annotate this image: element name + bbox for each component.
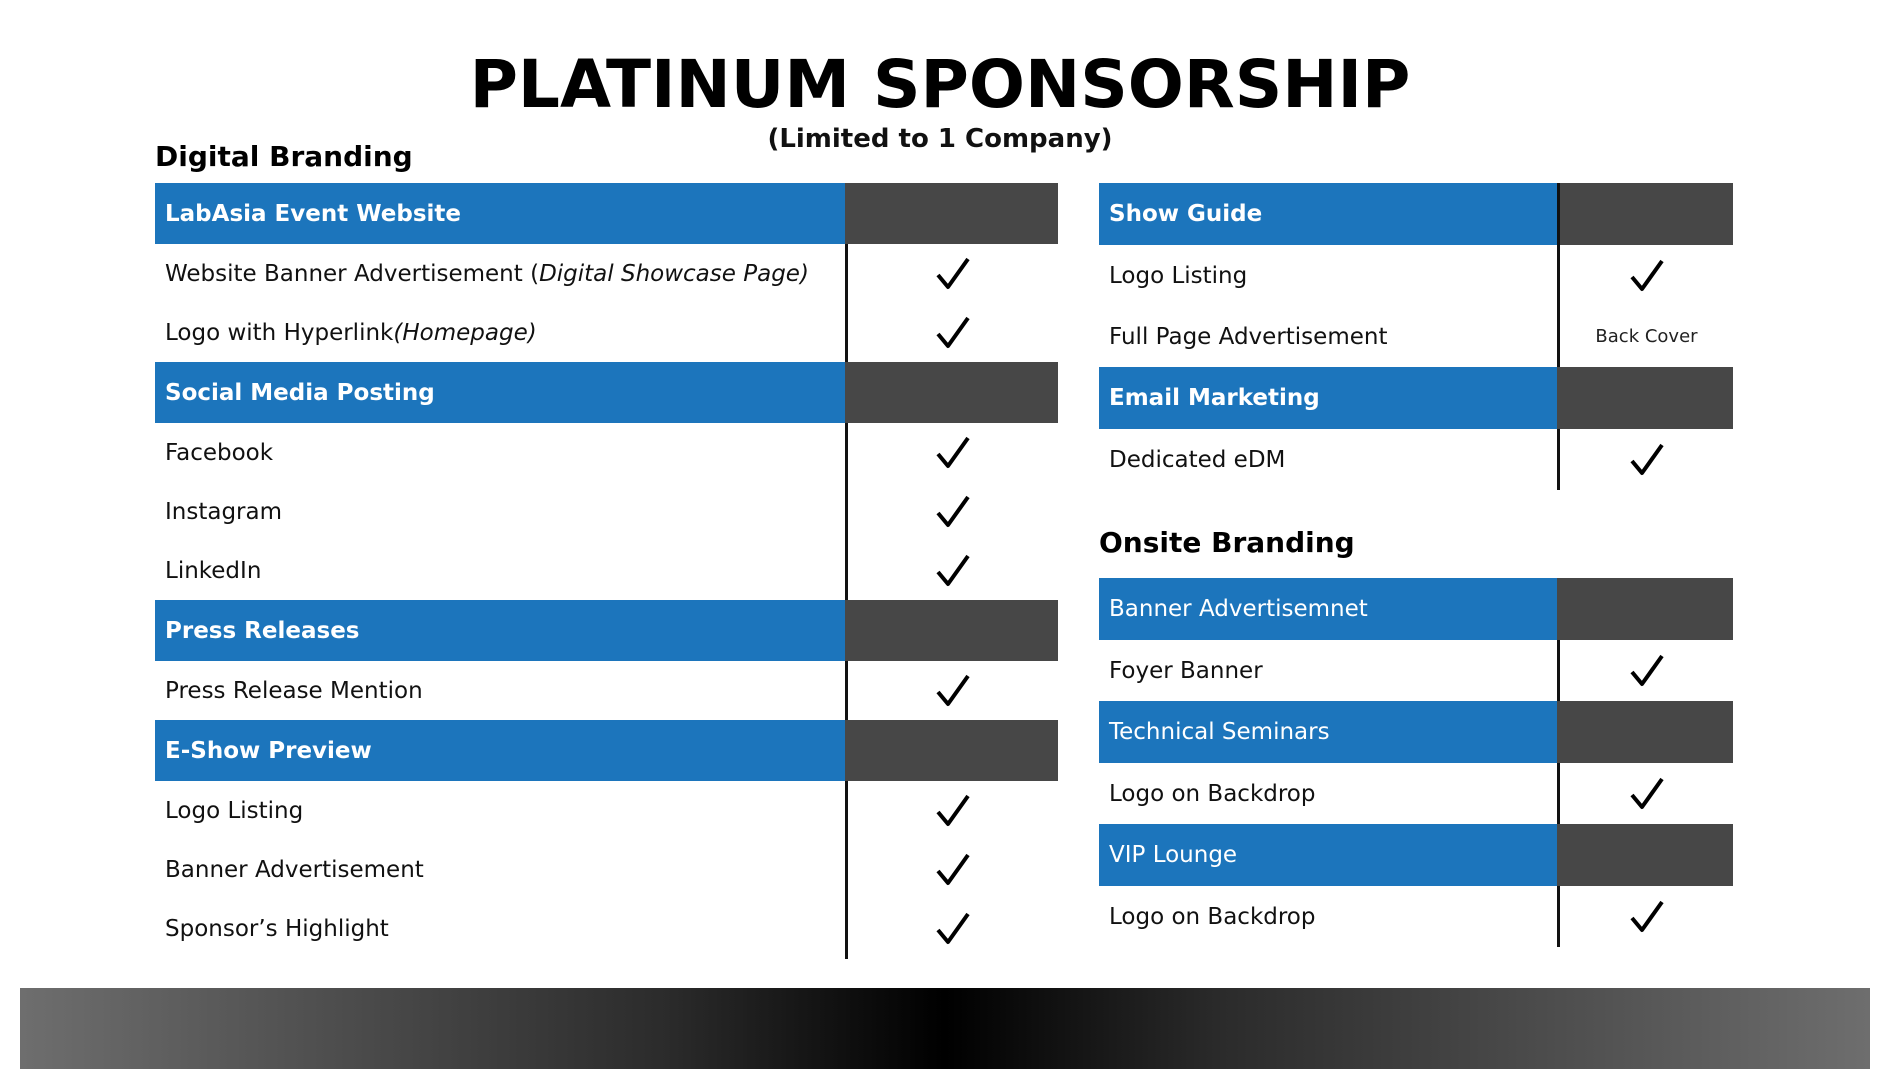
group-header-value-cell <box>1557 824 1733 886</box>
group-header-value-cell <box>845 600 1058 661</box>
table-row <box>155 482 1058 541</box>
row-value-cell <box>845 541 1058 600</box>
group-header-press-releases <box>155 600 1058 661</box>
table-row <box>155 840 1058 899</box>
group-header-social-media-posting <box>155 362 1058 423</box>
row-label: Logo on Backdrop <box>1109 903 1316 930</box>
table-row <box>155 899 1058 959</box>
row-value-cell <box>1557 886 1733 947</box>
row-label-text: Logo with Hyperlink <box>165 319 394 346</box>
group-header-value-cell <box>845 720 1058 781</box>
group-header-label: Technical Seminars <box>1099 701 1557 763</box>
group-header-label: Social Media Posting <box>155 362 845 423</box>
row-value-cell <box>1557 763 1733 824</box>
row-value-text: Back Cover <box>1595 326 1698 347</box>
digital-branding-heading: Digital Branding <box>155 140 413 173</box>
group-header-label: VIP Lounge <box>1099 824 1557 886</box>
table-row <box>155 661 1058 720</box>
check-icon <box>935 853 971 887</box>
row-value-cell <box>1557 640 1733 701</box>
row-value-cell <box>845 781 1058 840</box>
group-header-e-show-preview <box>155 720 1058 781</box>
group-header-label: Email Marketing <box>1099 367 1557 429</box>
row-value-cell <box>845 661 1058 720</box>
page-subtitle: (Limited to 1 Company) <box>767 124 1113 154</box>
check-icon <box>1629 443 1665 477</box>
digital-branding-table <box>155 183 1058 959</box>
row-label: Logo Listing <box>1109 262 1248 289</box>
row-label: Logo Listing <box>165 797 304 824</box>
group-header-banner-advertisement <box>1099 578 1733 640</box>
group-header-vip-lounge <box>1099 824 1733 886</box>
row-value-cell <box>845 423 1058 482</box>
row-label-text: Website Banner Advertisement ( <box>165 260 540 287</box>
group-header-label: Banner Advertisemnet <box>1099 578 1557 640</box>
group-header-value-cell <box>1557 367 1733 429</box>
row-value-cell <box>845 482 1058 541</box>
check-icon <box>935 436 971 470</box>
table-row <box>1099 640 1733 701</box>
row-label: Instagram <box>165 498 283 525</box>
row-value-cell <box>845 244 1058 303</box>
group-header-email-marketing <box>1099 367 1733 429</box>
group-header-label: LabAsia Event Website <box>155 183 845 244</box>
row-label: Logo on Backdrop <box>1109 780 1316 807</box>
check-icon <box>935 495 971 529</box>
row-value-cell <box>1557 245 1733 306</box>
group-header-labasia-event-website <box>155 183 1058 244</box>
table-row <box>155 244 1058 303</box>
table-row <box>1099 886 1733 947</box>
group-header-value-cell <box>1557 183 1733 245</box>
group-header-value-cell <box>845 362 1058 423</box>
show-guide-email-table <box>1099 183 1733 490</box>
row-label <box>155 303 845 362</box>
check-icon <box>935 554 971 588</box>
row-label: LinkedIn <box>165 557 262 584</box>
group-header-technical-seminars <box>1099 701 1733 763</box>
row-label: Facebook <box>165 439 274 466</box>
table-row <box>1099 763 1733 824</box>
group-header-value-cell <box>845 183 1058 244</box>
onsite-branding-table <box>1099 578 1733 947</box>
row-value-cell <box>1557 306 1733 367</box>
row-label: Foyer Banner <box>1109 657 1263 684</box>
footer-gradient-band <box>20 988 1870 1069</box>
row-value-cell <box>845 303 1058 362</box>
check-icon <box>1629 900 1665 934</box>
check-icon <box>935 316 971 350</box>
row-value-cell <box>1557 429 1733 490</box>
check-icon <box>1629 777 1665 811</box>
check-icon <box>935 794 971 828</box>
group-header-label: Show Guide <box>1099 183 1557 245</box>
table-row <box>1099 429 1733 490</box>
table-row <box>155 303 1058 362</box>
table-row <box>155 541 1058 600</box>
row-label: Banner Advertisement <box>165 856 424 883</box>
check-icon <box>935 674 971 708</box>
row-label: Sponsor’s Highlight <box>165 916 389 942</box>
row-label: Dedicated eDM <box>1109 446 1286 473</box>
row-label-italic: Digital Showcase Page) <box>539 260 809 287</box>
row-label: Press Release Mention <box>165 677 423 704</box>
check-icon <box>1629 259 1665 293</box>
group-header-label: Press Releases <box>155 600 845 661</box>
page-title: PLATINUM SPONSORSHIP <box>469 46 1411 123</box>
check-icon <box>935 912 971 946</box>
check-icon <box>935 257 971 291</box>
row-label: Full Page Advertisement <box>1109 323 1388 350</box>
row-label-italic: (Homepage) <box>393 319 537 346</box>
row-value-cell <box>845 840 1058 899</box>
row-value-cell <box>845 899 1058 959</box>
check-icon <box>1629 654 1665 688</box>
onsite-branding-heading: Onsite Branding <box>1099 526 1355 559</box>
table-row <box>155 423 1058 482</box>
group-header-value-cell <box>1557 701 1733 763</box>
table-row <box>1099 245 1733 306</box>
group-header-label: E-Show Preview <box>155 720 845 781</box>
group-header-show-guide <box>1099 183 1733 245</box>
table-row <box>1099 306 1733 367</box>
row-label <box>155 244 845 303</box>
group-header-value-cell <box>1557 578 1733 640</box>
table-row <box>155 781 1058 840</box>
